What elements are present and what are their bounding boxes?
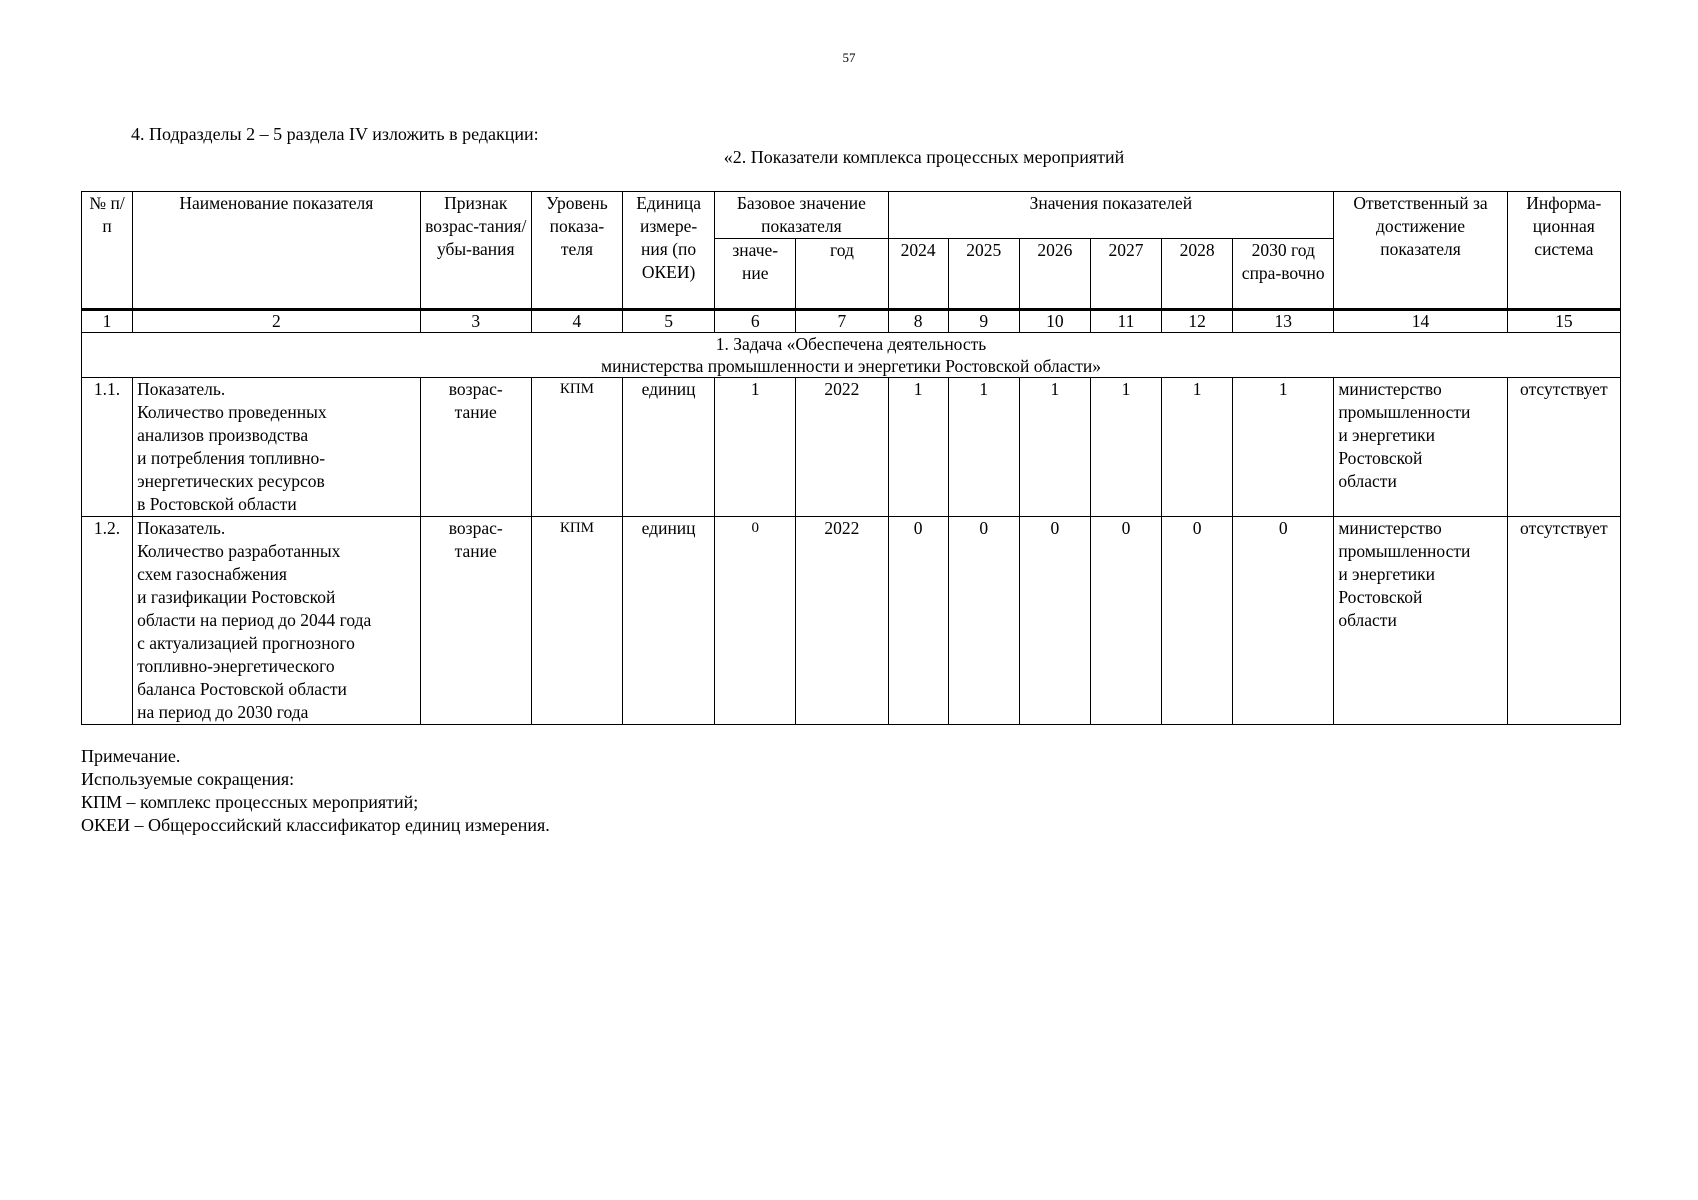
sign-line: возрас- xyxy=(448,518,503,538)
header-responsible: Ответственный за достижение показателя xyxy=(1334,192,1507,310)
row-name xyxy=(133,378,421,517)
column-number: 11 xyxy=(1090,310,1161,333)
row-base-year: 2022 xyxy=(796,378,888,517)
column-number: 5 xyxy=(623,310,715,333)
table-row xyxy=(82,378,1621,517)
header-name: Наименование показателя xyxy=(133,192,421,310)
task-line: 1. Задача «Обеспечена деятельность xyxy=(715,334,987,354)
column-number: 10 xyxy=(1019,310,1090,333)
responsible-line: министерство xyxy=(1338,379,1442,399)
table-title: «2. Показатели комплекса процессных мероприятий xyxy=(723,147,1125,167)
column-number: 13 xyxy=(1233,310,1334,333)
header-sign: Признак возрас-тания/убы-вания xyxy=(420,192,531,310)
responsible-line: и энергетики xyxy=(1338,425,1436,445)
row-name-lines xyxy=(137,378,416,516)
row-value-2027: 0 xyxy=(1090,517,1161,725)
name-line: в Ростовской области xyxy=(137,494,297,514)
row-value-2030: 1 xyxy=(1233,378,1334,517)
note-line: Примечание. xyxy=(81,746,181,766)
row-value-2026: 1 xyxy=(1019,378,1090,517)
page-number: 57 xyxy=(842,50,856,65)
name-line: схем газоснабжения xyxy=(137,564,287,584)
row-num: 1.1. xyxy=(82,378,133,517)
column-number: 12 xyxy=(1162,310,1233,333)
row-base-year: 2022 xyxy=(796,517,888,725)
name-line: с актуализацией прогнозного xyxy=(137,633,355,653)
header-base-value: значе-ние xyxy=(715,239,796,310)
indicators-table xyxy=(81,191,1621,725)
header-info-system: Информа-ционная система xyxy=(1507,192,1620,310)
column-number: 15 xyxy=(1507,310,1620,333)
row-info-system: отсутствует xyxy=(1507,517,1620,725)
name-line: энергетических ресурсов xyxy=(137,471,325,491)
header-year-2030: 2030 год спра-вочно xyxy=(1233,239,1334,310)
row-base-value: 0 xyxy=(715,517,796,725)
task-row xyxy=(82,333,1621,378)
name-line: и газификации Ростовской xyxy=(137,587,336,607)
header-year-2028: 2028 xyxy=(1162,239,1233,310)
header-year-2027: 2027 xyxy=(1090,239,1161,310)
column-number: 1 xyxy=(82,310,133,333)
row-info-system: отсутствует xyxy=(1507,378,1620,517)
note-line: ОКЕИ – Общероссийский классификатор единиц измерения. xyxy=(81,815,550,835)
row-value-2024: 0 xyxy=(888,517,948,725)
column-number: 9 xyxy=(948,310,1019,333)
header-num xyxy=(82,192,133,310)
column-number: 3 xyxy=(420,310,531,333)
header-year-2025: 2025 xyxy=(948,239,1019,310)
responsible-line: области xyxy=(1338,471,1397,491)
row-sign xyxy=(420,517,531,725)
sign-line: тание xyxy=(454,402,497,422)
name-line: баланса Ростовской области xyxy=(137,679,347,699)
row-value-2024: 1 xyxy=(888,378,948,517)
task-title xyxy=(86,333,1616,377)
column-number: 7 xyxy=(796,310,888,333)
row-responsible xyxy=(1334,517,1507,725)
responsible-line: Ростовской xyxy=(1338,448,1423,468)
sign-line: возрас- xyxy=(448,379,503,399)
row-unit: единиц xyxy=(623,517,715,725)
name-line: Показатель. xyxy=(137,379,226,399)
sign-line: тание xyxy=(454,541,497,561)
row-responsible xyxy=(1334,378,1507,517)
row-level: КПМ xyxy=(531,517,622,725)
row-value-2027: 1 xyxy=(1090,378,1161,517)
header-year-2026: 2026 xyxy=(1019,239,1090,310)
responsible-line: промышленности xyxy=(1338,402,1471,422)
column-number: 4 xyxy=(531,310,622,333)
row-responsible-lines xyxy=(1338,378,1502,493)
table-row xyxy=(82,517,1621,725)
row-num: 1.2. xyxy=(82,517,133,725)
row-value-2028: 0 xyxy=(1162,517,1233,725)
row-base-value: 1 xyxy=(715,378,796,517)
header-num-text: № п/п xyxy=(89,193,125,236)
name-line: анализов производства xyxy=(137,425,309,445)
note-line: Используемые сокращения: xyxy=(81,769,295,789)
task-line: министерства промышленности и энергетики Ростовской области» xyxy=(601,356,1101,376)
row-value-2030: 0 xyxy=(1233,517,1334,725)
name-line: Количество проведенных xyxy=(137,402,327,422)
header-level: Уровень показа-теля xyxy=(531,192,622,310)
header-row-1 xyxy=(82,192,1621,239)
column-number: 6 xyxy=(715,310,796,333)
row-unit: единиц xyxy=(623,378,715,517)
row-sign xyxy=(420,378,531,517)
row-responsible-lines xyxy=(1338,517,1502,632)
row-level: КПМ xyxy=(531,378,622,517)
column-number-row xyxy=(82,310,1621,333)
name-line: области на период до 2044 года xyxy=(137,610,372,630)
row-value-2025: 1 xyxy=(948,378,1019,517)
header-year-2024: 2024 xyxy=(888,239,948,310)
responsible-line: и энергетики xyxy=(1338,564,1436,584)
note-line: КПМ – комплекс процессных мероприятий; xyxy=(81,792,419,812)
responsible-line: министерство xyxy=(1338,518,1442,538)
header-base-group: Базовое значение показателя xyxy=(715,192,888,239)
row-value-2025: 0 xyxy=(948,517,1019,725)
name-line: топливно-энергетического xyxy=(137,656,335,676)
column-number: 14 xyxy=(1334,310,1507,333)
responsible-line: промышленности xyxy=(1338,541,1471,561)
row-value-2026: 0 xyxy=(1019,517,1090,725)
row-value-2028: 1 xyxy=(1162,378,1233,517)
header-base-year: год xyxy=(796,239,888,310)
column-number: 8 xyxy=(888,310,948,333)
name-line: Количество разработанных xyxy=(137,541,341,561)
intro-paragraph: 4. Подразделы 2 – 5 раздела IV изложить в редакции: xyxy=(131,124,539,144)
name-line: Показатель. xyxy=(137,518,226,538)
header-unit: Единица измере-ния (по ОКЕИ) xyxy=(623,192,715,310)
responsible-line: Ростовской xyxy=(1338,587,1423,607)
header-values-group: Значения показателей xyxy=(888,192,1334,239)
column-number: 2 xyxy=(133,310,421,333)
name-line: и потребления топливно- xyxy=(137,448,326,468)
row-name xyxy=(133,517,421,725)
name-line: на период до 2030 года xyxy=(137,702,309,722)
responsible-line: области xyxy=(1338,610,1397,630)
notes-block xyxy=(81,745,550,837)
row-name-lines xyxy=(137,517,416,724)
task-cell xyxy=(82,333,1621,378)
